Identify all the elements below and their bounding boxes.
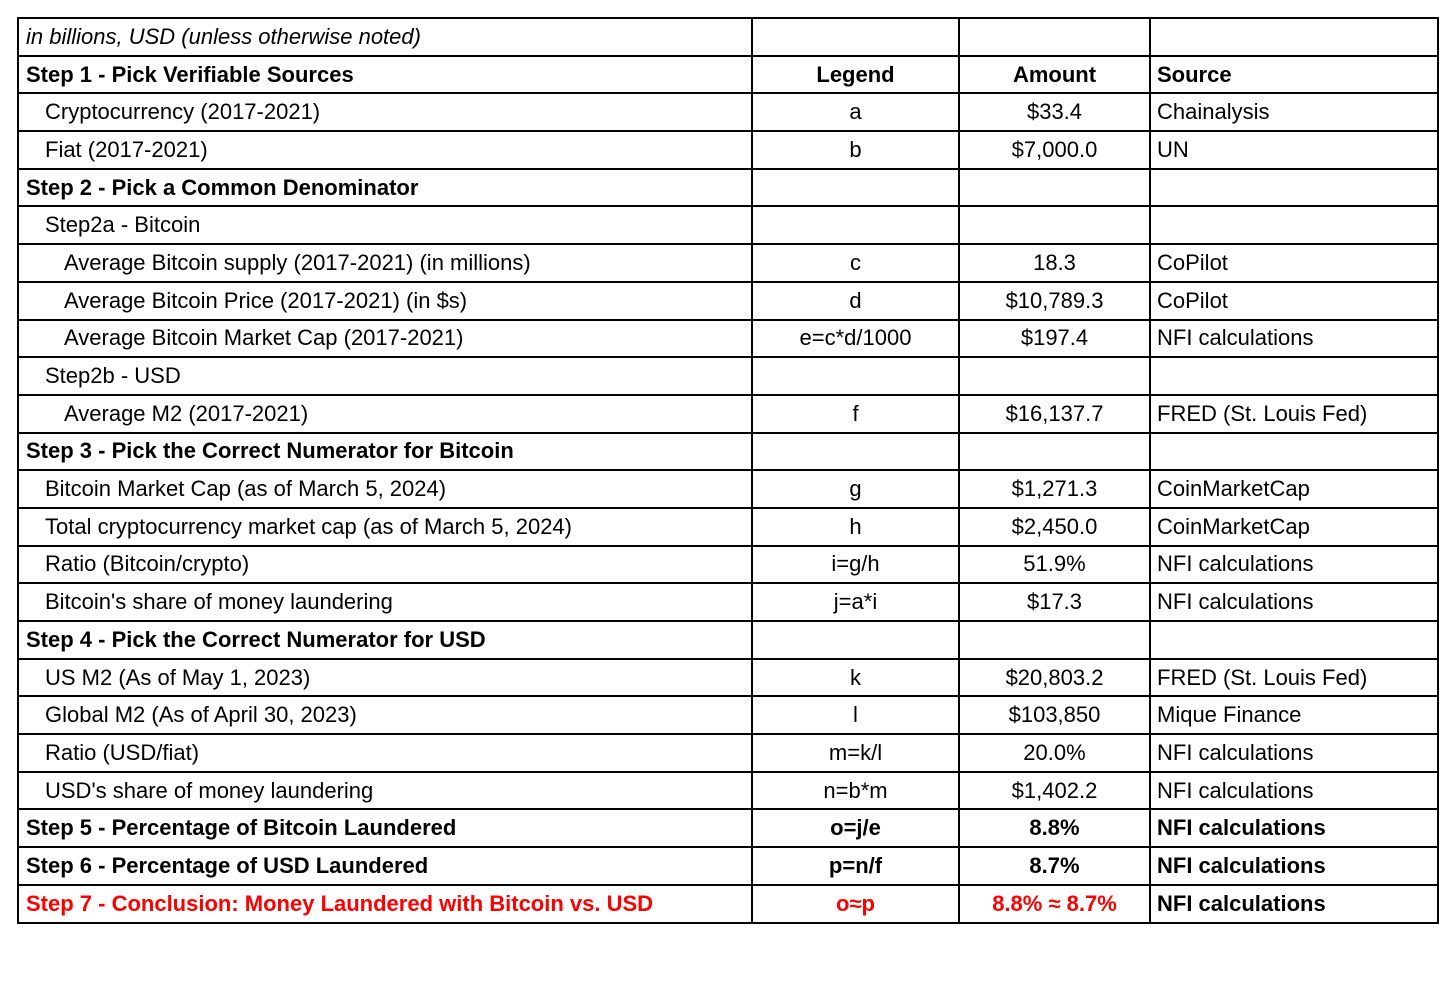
legend-cell: a: [752, 93, 959, 131]
table-row: [18, 621, 1438, 659]
source-cell: NFI calculations: [1150, 734, 1438, 772]
amount-cell: $20,803.2: [959, 659, 1150, 697]
amount-cell: [959, 433, 1150, 471]
row-label: Step 5 - Percentage of Bitcoin Laundered: [18, 809, 752, 847]
table-row: [18, 282, 1438, 320]
row-label: Step 7 - Conclusion: Money Laundered with Bitcoin vs. USD: [18, 885, 752, 923]
legend-cell: [752, 357, 959, 395]
legend-cell: b: [752, 131, 959, 169]
legend-cell: [752, 206, 959, 244]
amount-cell: 20.0%: [959, 734, 1150, 772]
legend-cell: c: [752, 244, 959, 282]
amount-cell: $103,850: [959, 696, 1150, 734]
table-row: [18, 847, 1438, 885]
legend-cell: f: [752, 395, 959, 433]
source-cell: FRED (St. Louis Fed): [1150, 395, 1438, 433]
row-label: Step 2 - Pick a Common Denominator: [18, 169, 752, 207]
table-row: [18, 508, 1438, 546]
legend-cell: g: [752, 470, 959, 508]
amount-cell: 8.8%: [959, 809, 1150, 847]
row-label: USD's share of money laundering: [18, 772, 752, 810]
header-row: [18, 56, 1438, 94]
amount-cell: 18.3: [959, 244, 1150, 282]
amount-cell: 8.8% ≈ 8.7%: [959, 885, 1150, 923]
source-cell: Mique Finance: [1150, 696, 1438, 734]
legend-cell: m=k/l: [752, 734, 959, 772]
amount-cell: $33.4: [959, 93, 1150, 131]
source-cell: NFI calculations: [1150, 546, 1438, 584]
amount-cell: 51.9%: [959, 546, 1150, 584]
legend-cell: l: [752, 696, 959, 734]
laundering-table: [17, 17, 1439, 924]
empty-cell: [959, 18, 1150, 56]
note-row: [18, 18, 1438, 56]
source-cell: NFI calculations: [1150, 583, 1438, 621]
table-row: [18, 659, 1438, 697]
row-label: Bitcoin's share of money laundering: [18, 583, 752, 621]
legend-header: Legend: [752, 56, 959, 94]
source-cell: NFI calculations: [1150, 320, 1438, 358]
table-row: [18, 433, 1438, 471]
row-label: Step2a - Bitcoin: [18, 206, 752, 244]
legend-cell: n=b*m: [752, 772, 959, 810]
legend-cell: o=j/e: [752, 809, 959, 847]
row-label: US M2 (As of May 1, 2023): [18, 659, 752, 697]
table-row: [18, 169, 1438, 207]
table-row: [18, 772, 1438, 810]
legend-cell: [752, 621, 959, 659]
row-label: Step2b - USD: [18, 357, 752, 395]
row-label: Average M2 (2017-2021): [18, 395, 752, 433]
table-row: [18, 357, 1438, 395]
table-row: [18, 470, 1438, 508]
row-label: Step 3 - Pick the Correct Numerator for Bitcoin: [18, 433, 752, 471]
amount-header: Amount: [959, 56, 1150, 94]
legend-cell: [752, 433, 959, 471]
legend-cell: i=g/h: [752, 546, 959, 584]
legend-cell: o≈p: [752, 885, 959, 923]
source-cell: NFI calculations: [1150, 772, 1438, 810]
row-label: Step 4 - Pick the Correct Numerator for USD: [18, 621, 752, 659]
amount-cell: $1,271.3: [959, 470, 1150, 508]
amount-cell: $16,137.7: [959, 395, 1150, 433]
table-row: [18, 206, 1438, 244]
legend-cell: k: [752, 659, 959, 697]
source-cell: [1150, 169, 1438, 207]
table-row: [18, 696, 1438, 734]
legend-cell: e=c*d/1000: [752, 320, 959, 358]
row-label: Ratio (USD/fiat): [18, 734, 752, 772]
source-cell: UN: [1150, 131, 1438, 169]
row-label: Average Bitcoin Price (2017-2021) (in $s): [18, 282, 752, 320]
row-label: Bitcoin Market Cap (as of March 5, 2024): [18, 470, 752, 508]
legend-cell: h: [752, 508, 959, 546]
table-row: [18, 583, 1438, 621]
amount-cell: $197.4: [959, 320, 1150, 358]
table-row: [18, 131, 1438, 169]
empty-cell: [752, 18, 959, 56]
row-label: Total cryptocurrency market cap (as of March 5, 2024): [18, 508, 752, 546]
row-label: Average Bitcoin Market Cap (2017-2021): [18, 320, 752, 358]
source-cell: Chainalysis: [1150, 93, 1438, 131]
source-cell: [1150, 433, 1438, 471]
source-cell: NFI calculations: [1150, 809, 1438, 847]
source-cell: CoinMarketCap: [1150, 508, 1438, 546]
row-label: Ratio (Bitcoin/crypto): [18, 546, 752, 584]
table-row: [18, 809, 1438, 847]
row-label: Fiat (2017-2021): [18, 131, 752, 169]
units-note: in billions, USD (unless otherwise noted): [18, 18, 752, 56]
source-cell: [1150, 621, 1438, 659]
amount-cell: [959, 357, 1150, 395]
amount-cell: [959, 169, 1150, 207]
table-row: [18, 885, 1438, 923]
table-row: [18, 395, 1438, 433]
amount-cell: $17.3: [959, 583, 1150, 621]
row-label: Global M2 (As of April 30, 2023): [18, 696, 752, 734]
amount-cell: 8.7%: [959, 847, 1150, 885]
source-cell: [1150, 357, 1438, 395]
legend-cell: p=n/f: [752, 847, 959, 885]
source-cell: CoPilot: [1150, 282, 1438, 320]
amount-cell: $7,000.0: [959, 131, 1150, 169]
row-label: Step 6 - Percentage of USD Laundered: [18, 847, 752, 885]
table-row: [18, 93, 1438, 131]
table-row: [18, 734, 1438, 772]
amount-cell: $1,402.2: [959, 772, 1150, 810]
source-cell: NFI calculations: [1150, 885, 1438, 923]
empty-cell: [1150, 18, 1438, 56]
legend-cell: j=a*i: [752, 583, 959, 621]
source-cell: FRED (St. Louis Fed): [1150, 659, 1438, 697]
legend-cell: [752, 169, 959, 207]
amount-cell: $2,450.0: [959, 508, 1150, 546]
legend-cell: d: [752, 282, 959, 320]
table-row: [18, 320, 1438, 358]
source-header: Source: [1150, 56, 1438, 94]
table-row: [18, 244, 1438, 282]
source-cell: CoinMarketCap: [1150, 470, 1438, 508]
amount-cell: [959, 621, 1150, 659]
amount-cell: $10,789.3: [959, 282, 1150, 320]
row-label: Cryptocurrency (2017-2021): [18, 93, 752, 131]
source-cell: NFI calculations: [1150, 847, 1438, 885]
step1-heading: Step 1 - Pick Verifiable Sources: [18, 56, 752, 94]
source-cell: [1150, 206, 1438, 244]
amount-cell: [959, 206, 1150, 244]
row-label: Average Bitcoin supply (2017-2021) (in millions): [18, 244, 752, 282]
table-row: [18, 546, 1438, 584]
source-cell: CoPilot: [1150, 244, 1438, 282]
